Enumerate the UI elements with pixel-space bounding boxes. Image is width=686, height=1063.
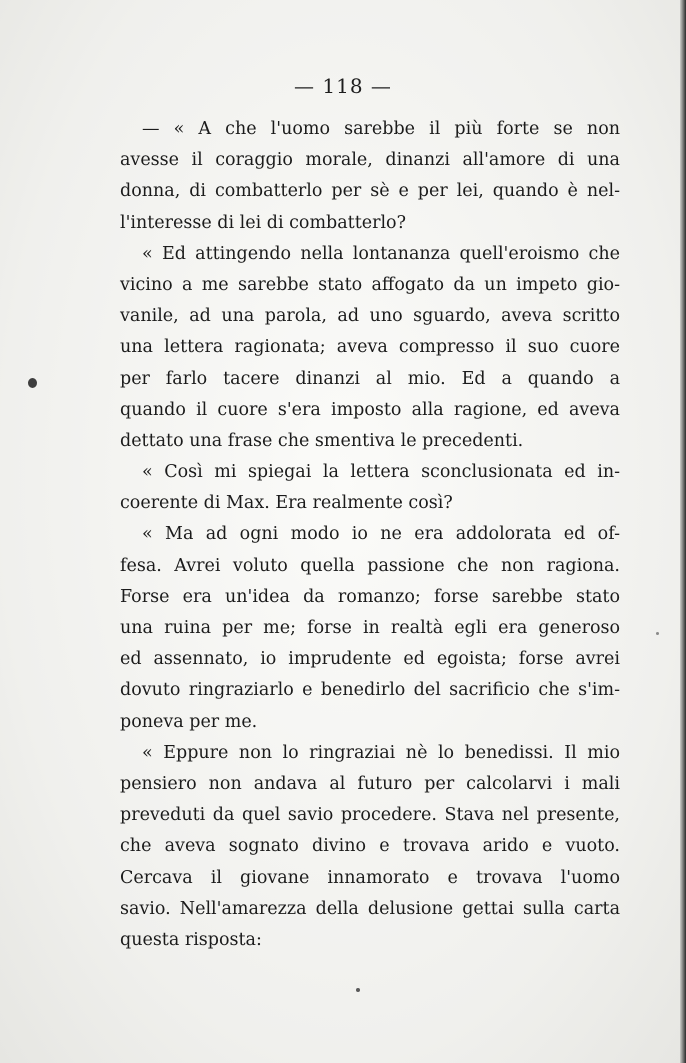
- text-line: quando il cuore s'era imposto alla ragione, ed aveva: [120, 399, 620, 420]
- text-line: una lettera ragionata; aveva compresso il suo cuore: [120, 337, 620, 358]
- page-edge-shadow: [680, 0, 686, 1063]
- text-line: che aveva sognato divino e trovava arido e vuoto.: [120, 836, 620, 857]
- text-line: vanile, ad una parola, ad uno sguardo, aveva scritto: [120, 306, 620, 327]
- text-line: per farlo tacere dinanzi al mio. Ed a quando a: [120, 368, 620, 389]
- text-line: l'interesse di lei di combatterlo?: [120, 212, 406, 233]
- text-line: coerente di Max. Era realmente così?: [120, 493, 453, 514]
- page-number: — 118 —: [294, 74, 392, 98]
- page-text: [120, 114, 620, 956]
- text-line: dovuto ringraziarlo e benedirlo del sacrificio che s'im-: [120, 680, 620, 701]
- text-line: — « A che l'uomo sarebbe il più forte se non: [142, 119, 620, 139]
- text-line: poneva per me.: [120, 711, 258, 732]
- ink-speck: [656, 632, 659, 635]
- text-line: « Ed attingendo nella lontananza quell'eroismo che: [142, 243, 620, 264]
- text-line: « Eppure non lo ringraziai nè lo benedissi. Il mio: [142, 742, 620, 763]
- text-line: una ruina per me; forse in realtà egli era generoso: [120, 618, 620, 638]
- text-line: savio. Nell'amarezza della delusione gettai sulla carta: [120, 898, 620, 919]
- ink-speck: [28, 378, 37, 388]
- text-line: questa risposta:: [120, 929, 262, 950]
- ink-speck: [356, 988, 360, 992]
- text-line: « Ma ad ogni modo io ne era addolorata ed of-: [142, 524, 620, 545]
- text-line: Cercava il giovane innamorato e trovava l'uomo: [120, 867, 620, 888]
- text-line: preveduti da quel savio procedere. Stava nel presente,: [120, 805, 620, 826]
- text-line: pensiero non andava al futuro per calcolarvi i mali: [120, 773, 620, 794]
- text-line: ed assennato, io imprudente ed egoista; forse avrei: [120, 649, 620, 670]
- text-line: fesa. Avrei voluto quella passione che non ragiona.: [120, 555, 620, 576]
- text-line: dettato una frase che smentiva le precedenti.: [120, 430, 524, 451]
- text-line: « Così mi spiegai la lettera sconclusionata ed in-: [142, 462, 620, 483]
- text-line: avesse il coraggio morale, dinanzi all'amore di una: [120, 150, 620, 171]
- text-line: vicino a me sarebbe stato affogato da un impeto gio-: [120, 274, 620, 295]
- text-line: Forse era un'idea da romanzo; forse sarebbe stato: [120, 586, 620, 607]
- text-line: donna, di combatterlo per sè e per lei, quando è nel-: [120, 181, 620, 202]
